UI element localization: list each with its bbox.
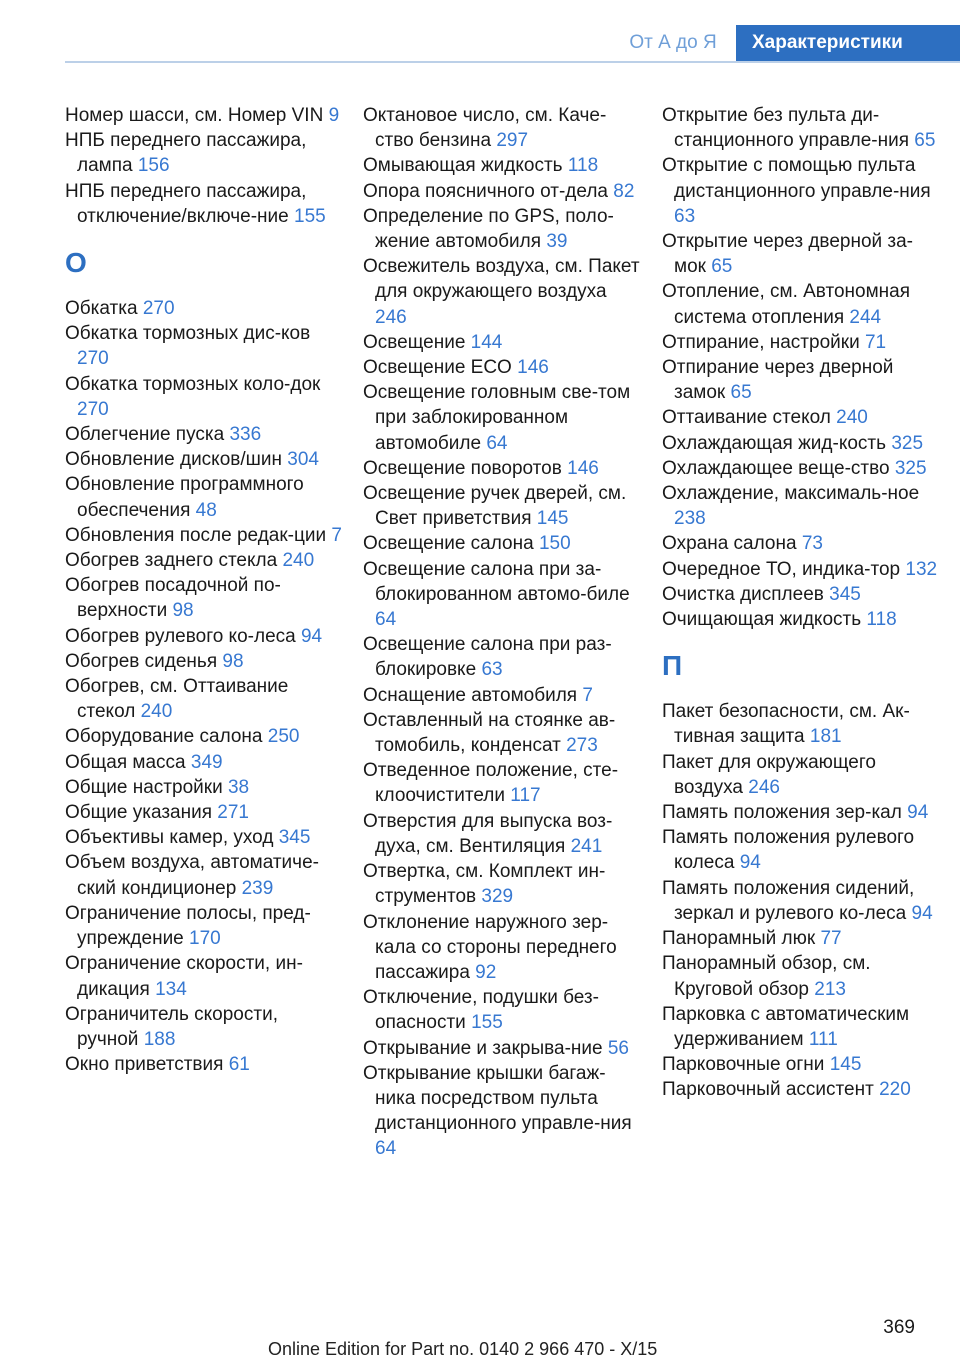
index-entry xyxy=(662,1052,940,1077)
index-entry xyxy=(65,128,343,178)
index-entry xyxy=(65,901,343,951)
index-entry-text: Парковка с автоматическим удерживанием xyxy=(662,1003,910,1050)
index-entry xyxy=(662,557,940,582)
index-page-link[interactable]: 38 xyxy=(227,776,250,798)
index-page-link[interactable]: 145 xyxy=(536,508,569,530)
index-entry-text: Обкатка xyxy=(65,298,138,320)
index-entry-text: Ограничение скорости, ин-дикация xyxy=(65,953,303,1000)
index-entry xyxy=(65,321,343,371)
index-entry-text: Парковочный ассистент xyxy=(662,1079,874,1101)
index-entry-text: Ограничитель скорости, ручной xyxy=(65,1003,278,1050)
index-entry-text: Освещение головным све-том при заблокированном автомобиле xyxy=(363,382,631,454)
index-page-link[interactable]: 56 xyxy=(607,1037,629,1059)
index-entry-text: Отклонение наружного зер-кала со стороны переднего пассажира xyxy=(363,911,617,983)
index-entry-text: Обновления после редак-ции xyxy=(65,524,327,546)
index-page-link[interactable]: 273 xyxy=(566,735,598,757)
header-chapter-tab[interactable]: Характеристики xyxy=(736,25,960,61)
index-entry-text: Очередное ТО, индика-тор xyxy=(662,558,901,580)
index-column-2 xyxy=(363,103,641,1162)
index-page-link[interactable]: 65 xyxy=(711,256,733,278)
index-entry-text: Охлаждение, максималь-ное xyxy=(662,483,920,505)
index-entry-text: Обкатка тормозных коло-док xyxy=(65,373,321,395)
index-entry-text: Открывание и закрыва-ние xyxy=(363,1037,603,1059)
index-entry xyxy=(662,531,940,556)
index-page-link[interactable]: 61 xyxy=(228,1054,250,1076)
index-entry-text: Оборудование салона xyxy=(65,726,263,748)
header-rule xyxy=(65,61,960,63)
index-page-link[interactable]: 325 xyxy=(891,432,924,454)
index-entry xyxy=(662,431,940,456)
index-page-link[interactable]: 118 xyxy=(567,155,599,177)
index-page-link[interactable]: 63 xyxy=(481,659,503,681)
index-entry-text: Охрана салона xyxy=(662,533,797,555)
index-entry xyxy=(65,624,343,649)
index-entry xyxy=(65,850,343,900)
index-page-link[interactable]: 64 xyxy=(486,432,508,454)
index-entry xyxy=(662,800,940,825)
index-page-link[interactable]: 345 xyxy=(278,827,311,849)
index-page-link[interactable]: 220 xyxy=(879,1079,911,1101)
index-page-link[interactable]: 98 xyxy=(172,600,194,622)
index-page-link[interactable]: 73 xyxy=(801,533,823,555)
index-page-link[interactable]: 345 xyxy=(829,583,861,605)
index-page-link[interactable]: 117 xyxy=(510,785,541,807)
index-page-link[interactable]: 111 xyxy=(808,1028,838,1050)
index-entry xyxy=(662,1002,940,1052)
index-entry xyxy=(662,103,940,153)
index-page-link[interactable]: 98 xyxy=(222,650,244,672)
index-entry-text: Омывающая жидкость xyxy=(363,155,563,177)
index-page-link[interactable]: 170 xyxy=(189,928,221,950)
index-entry xyxy=(65,472,343,522)
index-page-link[interactable]: 65 xyxy=(914,130,936,152)
index-entry xyxy=(662,481,940,531)
index-entry xyxy=(363,683,641,708)
index-entry-text: Охлаждающая жид-кость xyxy=(662,432,887,454)
index-entry xyxy=(363,456,641,481)
footer-edition: Online Edition for Part no. 0140 2 966 470 - X/15 xyxy=(268,1339,658,1359)
index-entry-text: Охлаждающее веще-ство xyxy=(662,457,890,479)
index-page-link[interactable]: 48 xyxy=(195,499,217,521)
index-entry xyxy=(662,330,940,355)
index-entry-text: Открытие с помощью пульта дистанционного управле-ния xyxy=(662,155,931,202)
index-entry xyxy=(363,380,641,456)
index-entry xyxy=(65,951,343,1001)
index-entry xyxy=(662,1077,940,1102)
index-page-link[interactable]: 246 xyxy=(375,306,407,328)
index-letter-heading: П xyxy=(662,650,683,682)
index-entry-text: Обновление дисков/шин xyxy=(65,449,282,471)
index-entry xyxy=(65,422,343,447)
page-number: 369 xyxy=(883,1317,915,1338)
index-entry-text: Оснащение автомобиля xyxy=(363,684,578,706)
index-page-link[interactable]: 82 xyxy=(613,180,635,202)
index-entry-text: Объективы камер, уход xyxy=(65,827,274,849)
index-page-link[interactable]: 71 xyxy=(864,331,887,353)
index-entry xyxy=(662,750,940,800)
index-entry xyxy=(363,708,641,758)
index-page-link[interactable]: 7 xyxy=(331,524,342,546)
index-entry-text: Обогрев посадочной по-верхности xyxy=(65,575,281,622)
index-entry xyxy=(662,582,940,607)
index-page-link[interactable]: 213 xyxy=(814,978,846,1000)
index-entry xyxy=(662,825,940,875)
index-entry xyxy=(662,153,940,229)
index-page-link[interactable]: 146 xyxy=(567,457,599,479)
index-entry-text: Октановое число, см. Каче-ство бензина xyxy=(363,105,607,152)
index-page-link[interactable]: 238 xyxy=(674,508,706,530)
index-entry-text: Отопление, см. Автономная система отопления xyxy=(662,281,911,328)
index-entry xyxy=(65,649,343,674)
index-entry xyxy=(662,229,940,279)
index-entry xyxy=(662,355,940,405)
index-entry xyxy=(65,674,343,724)
index-entry xyxy=(363,204,641,254)
header-section-tab[interactable]: От А до Я xyxy=(629,32,717,53)
index-page-link[interactable]: 155 xyxy=(294,205,326,227)
index-entry xyxy=(363,481,641,531)
index-entry xyxy=(65,775,343,800)
index-entry xyxy=(363,355,641,380)
index-entry-text: Обогрев, см. Оттаивание стекол xyxy=(65,676,289,723)
index-page-link[interactable]: 94 xyxy=(739,852,761,874)
index-entry-text: Окно приветствия xyxy=(65,1054,224,1076)
index-entry-text: Определение по GPS, поло-жение автомобиля xyxy=(363,205,614,253)
index-entry xyxy=(65,179,343,229)
index-entry-text: Память положения сидений, зеркал и рулевого ко-леса xyxy=(662,877,915,924)
index-entry xyxy=(662,279,940,329)
index-page-link[interactable]: 9 xyxy=(328,105,340,126)
index-page-link[interactable]: 297 xyxy=(496,130,529,152)
index-entry-text: Память положения рулевого колеса xyxy=(662,827,915,874)
index-entry-text: НПБ переднего пассажира, отключение/включе-ние xyxy=(65,180,307,227)
index-entry xyxy=(65,825,343,850)
index-page-link[interactable]: 336 xyxy=(229,424,262,446)
index-page-link[interactable]: 270 xyxy=(77,348,109,370)
index-entry xyxy=(65,372,343,422)
index-entry-text: Освещение салона при раз-блокировке xyxy=(363,634,612,681)
index-entry xyxy=(65,548,343,573)
index-entry-text: Пакет безопасности, см. Ак-тивная защита xyxy=(662,701,910,748)
index-entry xyxy=(363,1036,641,1061)
index-entry-text: Отвертка, см. Комплект ин-струментов xyxy=(363,861,606,908)
index-entry-text: Оттаивание стекол xyxy=(662,407,831,429)
index-entry-text: Ограничение полосы, пред-упреждение xyxy=(65,902,311,950)
index-page-link[interactable]: 39 xyxy=(546,231,568,253)
index-page-link[interactable]: 7 xyxy=(582,684,593,706)
index-page-link[interactable]: 146 xyxy=(517,357,549,379)
index-entry xyxy=(65,523,343,548)
index-entry-text: Отведенное положение, сте-клоочистители xyxy=(363,760,619,807)
index-entry xyxy=(65,296,343,321)
index-entry xyxy=(363,557,641,633)
index-entry-text: Освещение xyxy=(363,331,466,353)
index-entry xyxy=(65,724,343,749)
index-column-1 xyxy=(65,103,343,1077)
index-entry-text: Освещение ручек дверей, см. Свет приветствия xyxy=(363,483,627,530)
index-page-link[interactable]: 270 xyxy=(142,298,175,320)
index-entry-text: Обогрев рулевого ко-леса xyxy=(65,625,296,647)
index-entry-text: Память положения зер-кал xyxy=(662,802,902,824)
index-entry xyxy=(363,985,641,1035)
index-entry-text: Освещение поворотов xyxy=(363,457,562,479)
index-page-link[interactable]: 270 xyxy=(77,398,109,420)
index-entry xyxy=(662,607,940,632)
index-page-link[interactable]: 240 xyxy=(282,550,315,572)
index-page-link[interactable]: 241 xyxy=(570,835,603,857)
index-entry xyxy=(363,103,641,153)
index-entry xyxy=(363,153,641,178)
index-entry-text: Объем воздуха, автоматиче-ский кондиционер xyxy=(65,852,319,899)
index-page-link[interactable]: 150 xyxy=(538,533,571,555)
index-page-link[interactable]: 349 xyxy=(190,751,223,773)
index-entry-text: Обновление программного обеспечения xyxy=(65,474,304,521)
index-page-link[interactable]: 188 xyxy=(143,1028,176,1050)
index-entry xyxy=(65,800,343,825)
index-page-link[interactable]: 246 xyxy=(748,776,780,798)
index-entry-text: Освежитель воздуха, см. Пакет для окружающего воздуха xyxy=(363,256,640,303)
index-entry xyxy=(65,750,343,775)
index-entry xyxy=(65,103,343,128)
index-page-link[interactable]: 145 xyxy=(829,1054,862,1076)
index-page-link[interactable]: 134 xyxy=(155,978,187,1000)
index-page-link[interactable]: 77 xyxy=(820,928,842,950)
index-entry-text: Общие настройки xyxy=(65,776,223,798)
index-entry xyxy=(363,910,641,986)
index-entry-text: Отпирание через дверной замок xyxy=(662,357,894,404)
index-entry xyxy=(363,1061,641,1162)
index-page-link[interactable]: 271 xyxy=(217,802,249,824)
index-letter-heading: О xyxy=(65,247,87,279)
index-page-link[interactable]: 94 xyxy=(300,625,323,647)
index-entry-text: Панорамный люк xyxy=(662,928,816,950)
index-page-link[interactable]: 325 xyxy=(894,457,927,479)
index-entry xyxy=(363,758,641,808)
index-page-link[interactable]: 240 xyxy=(836,407,868,429)
index-entry xyxy=(363,859,641,909)
index-page-link[interactable]: 132 xyxy=(905,558,938,580)
index-entry-text: Отпирание, настройки xyxy=(662,331,860,353)
index-page-link[interactable]: 240 xyxy=(140,701,173,723)
index-entry xyxy=(65,1052,343,1077)
index-entry-text: Отключение, подушки без-опасности xyxy=(363,987,599,1034)
index-entry xyxy=(662,405,940,430)
index-entry-text: Опора поясничного от-дела xyxy=(363,180,608,202)
index-page-link[interactable]: 239 xyxy=(241,877,274,899)
index-entry-text: Облегчение пуска xyxy=(65,424,225,446)
index-entry xyxy=(363,179,641,204)
index-entry-text: Открытие через дверной за-мок xyxy=(662,231,914,278)
index-entry xyxy=(363,632,641,682)
index-page-link[interactable]: 94 xyxy=(911,902,933,924)
index-entry-text: Очищающая жидкость xyxy=(662,609,862,631)
index-entry xyxy=(363,330,641,355)
index-entry-text: Парковочные огни xyxy=(662,1054,825,1076)
index-entry-text: Пакет для окружающего воздуха xyxy=(662,751,876,798)
index-page-link[interactable]: 64 xyxy=(375,1138,397,1160)
index-page-link[interactable]: 181 xyxy=(809,726,842,748)
index-entry-text: Освещение салона xyxy=(363,533,534,555)
index-entry-text: Оставленный на стоянке ав-томобиль, конденсат xyxy=(363,709,616,757)
index-entry xyxy=(363,809,641,859)
index-page-link[interactable]: 244 xyxy=(849,306,882,328)
index-entry-text: Открытие без пульта ди-станционного управле-ния xyxy=(662,105,909,152)
index-entry xyxy=(662,926,940,951)
index-entry-text: Обкатка тормозных дис-ков xyxy=(65,323,311,345)
index-entry xyxy=(662,456,940,481)
index-entry xyxy=(662,699,940,749)
index-page-link[interactable]: 118 xyxy=(866,609,897,631)
index-page-link[interactable]: 144 xyxy=(470,331,503,353)
index-page-link[interactable]: 156 xyxy=(137,155,170,177)
index-entry-text: Очистка дисплеев xyxy=(662,583,824,605)
index-column-3 xyxy=(662,103,940,1103)
index-entry-text: Общая масса xyxy=(65,751,186,773)
index-entry xyxy=(65,1002,343,1052)
index-entry-text: Общие указания xyxy=(65,802,213,824)
index-entry xyxy=(662,951,940,1001)
index-entry-text: Обогрев сиденья xyxy=(65,650,218,672)
index-page-link[interactable]: 64 xyxy=(375,609,397,631)
index-entry xyxy=(363,254,641,330)
index-page-link[interactable]: 92 xyxy=(475,961,497,983)
index-page-link[interactable]: 250 xyxy=(267,726,300,748)
index-entry-text: Обогрев заднего стекла xyxy=(65,550,278,572)
index-page-link[interactable]: 304 xyxy=(287,449,319,471)
index-entry xyxy=(363,531,641,556)
index-entry-text: Номер шасси, см. Номер VIN xyxy=(65,105,324,126)
index-entry-text: Освещение салона при за-блокированном автомо-биле xyxy=(363,558,630,605)
index-entry-text: Открывание крышки багаж-ника посредством пульта дистанционного управле-ния xyxy=(363,1062,632,1135)
index-entry xyxy=(65,573,343,623)
index-page-link[interactable]: 155 xyxy=(471,1012,503,1034)
index-entry-text: НПБ переднего пассажира, лампа xyxy=(65,130,307,177)
index-entry-text: Панорамный обзор, см. Круговой обзор xyxy=(662,953,871,1000)
index-entry xyxy=(65,447,343,472)
index-page-link[interactable]: 65 xyxy=(730,382,752,404)
index-entry xyxy=(662,876,940,926)
index-entry-text: Отверстия для выпуска воз-духа, см. Вентиляция xyxy=(363,810,613,857)
index-page-link[interactable]: 63 xyxy=(674,205,696,227)
index-entry-text: Освещение ECO xyxy=(363,357,512,379)
index-page-link[interactable]: 329 xyxy=(481,886,514,908)
index-page-link[interactable]: 94 xyxy=(907,802,929,824)
